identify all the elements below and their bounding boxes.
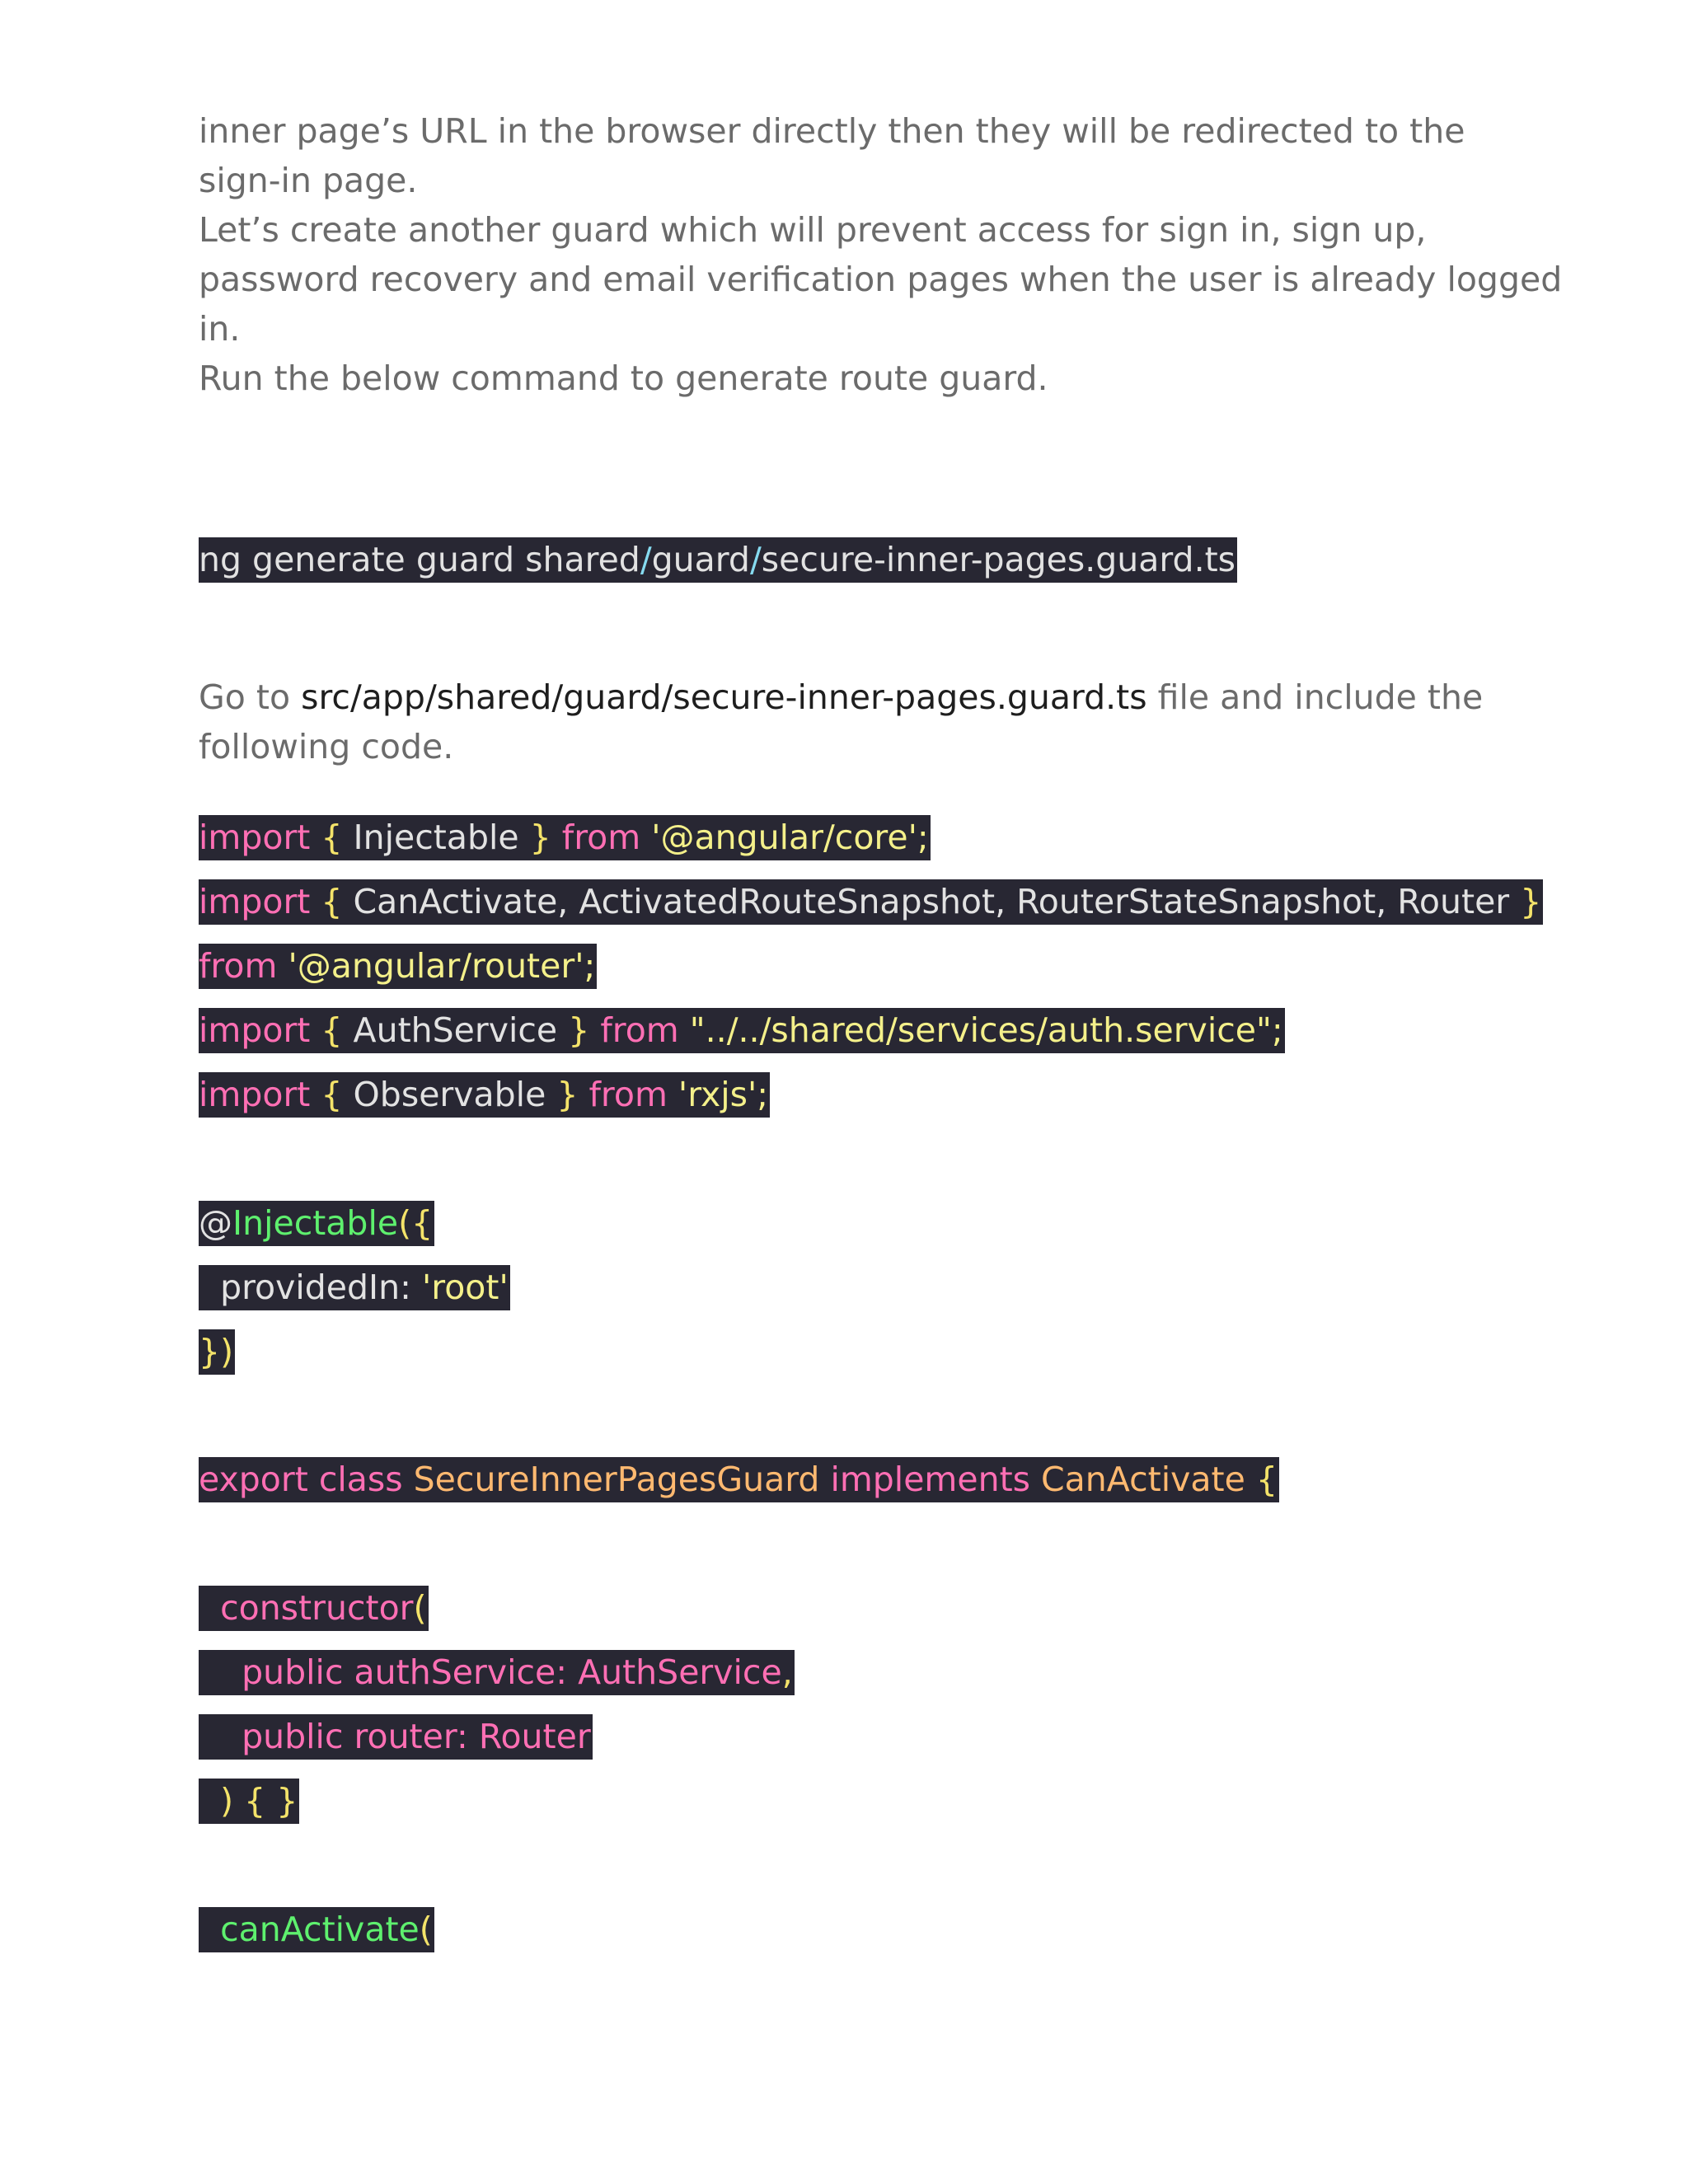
- code-line-1: [199, 815, 931, 860]
- code-line-10: [199, 1586, 429, 1631]
- code-text: CanActivate, ActivatedRouteSnapshot, RouterStateSnapshot, Router: [353, 882, 1510, 921]
- code-line-9: [199, 1457, 1279, 1502]
- code-brace: (: [419, 1910, 433, 1949]
- code-line-5: [199, 1072, 770, 1118]
- code-brace: }): [199, 1332, 234, 1371]
- code-line-4: [199, 1008, 1285, 1053]
- code-line-2: [199, 879, 1543, 925]
- code-keyword: from: [588, 1075, 668, 1114]
- code-string: "../../shared/services/auth.service";: [678, 1010, 1283, 1050]
- code-keyword: import: [199, 818, 311, 857]
- code-brace: {: [1245, 1460, 1278, 1499]
- code-line-14: [199, 1907, 434, 1952]
- intro-line-4: password recovery and email verification pages when the user is already logged: [199, 260, 1563, 299]
- code-brace: }: [546, 1075, 589, 1114]
- code-line-13: [199, 1779, 299, 1824]
- code-line-8: [199, 1329, 235, 1375]
- code-keyword: from: [199, 946, 278, 986]
- intro-line-1: inner page’s URL in the browser directly then they will be redirected to the: [199, 111, 1465, 151]
- code-brace: ({: [398, 1203, 434, 1243]
- code-brace: }: [557, 1010, 601, 1050]
- code-brace: }: [518, 818, 562, 857]
- intro-line-6: Run the below command to generate route guard.: [199, 359, 1048, 398]
- intro-line-5: in.: [199, 309, 241, 349]
- code-keyword: import: [199, 882, 311, 921]
- goto-line-1: [199, 673, 1483, 722]
- intro-line-3: Let’s create another guard which will prevent access for sign in, sign up,: [199, 210, 1427, 250]
- code-brace: {: [310, 818, 354, 857]
- command-part: secure-inner-pages.guard.ts: [761, 540, 1236, 579]
- code-keyword: constructor: [199, 1588, 414, 1628]
- code-keyword: import: [199, 1075, 311, 1114]
- code-class-name: CanActivate: [1041, 1460, 1245, 1499]
- code-keyword: public authService: AuthService: [199, 1652, 782, 1692]
- intro-line-2: sign-in page.: [199, 161, 418, 200]
- command-line: [199, 537, 1237, 583]
- command-part: guard: [651, 540, 750, 579]
- command-slash: /: [640, 540, 652, 579]
- file-path: src/app/shared/guard/secure-inner-pages.guard.ts: [301, 677, 1147, 717]
- code-brace: {: [310, 1010, 354, 1050]
- code-line-3: [199, 944, 597, 989]
- code-keyword: public router: Router: [199, 1717, 591, 1756]
- goto-line-2: following code.: [199, 727, 454, 766]
- code-class-name: SecureInnerPagesGuard: [413, 1460, 820, 1499]
- code-keyword: implements: [819, 1460, 1042, 1499]
- code-text: @: [199, 1203, 232, 1243]
- code-text: Observable: [353, 1075, 546, 1114]
- code-brace: }: [1509, 882, 1542, 921]
- code-text: providedIn:: [199, 1268, 422, 1307]
- code-keyword: import: [199, 1010, 311, 1050]
- code-string: '@angular/router';: [277, 946, 596, 986]
- code-brace: (: [413, 1588, 427, 1628]
- code-keyword: export class: [199, 1460, 414, 1499]
- code-keyword: from: [600, 1010, 679, 1050]
- code-string: '@angular/core';: [640, 818, 929, 857]
- code-brace: ) { }: [199, 1781, 298, 1821]
- code-line-12: [199, 1714, 593, 1760]
- goto-suffix: file and include the: [1146, 677, 1484, 717]
- code-brace: ,: [781, 1652, 793, 1692]
- code-line-11: [199, 1650, 795, 1695]
- command-part: ng generate guard shared: [199, 540, 640, 579]
- code-function: Injectable: [232, 1203, 399, 1243]
- code-string: 'root': [421, 1268, 509, 1307]
- code-function: canActivate: [199, 1910, 420, 1949]
- code-line-7: [199, 1265, 510, 1310]
- code-brace: {: [310, 882, 354, 921]
- command-slash: /: [749, 540, 762, 579]
- code-keyword: from: [561, 818, 641, 857]
- goto-prefix: Go to: [199, 677, 302, 717]
- code-text: Injectable: [353, 818, 519, 857]
- code-text: AuthService: [353, 1010, 558, 1050]
- code-line-6: [199, 1201, 434, 1246]
- code-brace: {: [310, 1075, 354, 1114]
- code-string: 'rxjs';: [667, 1075, 769, 1114]
